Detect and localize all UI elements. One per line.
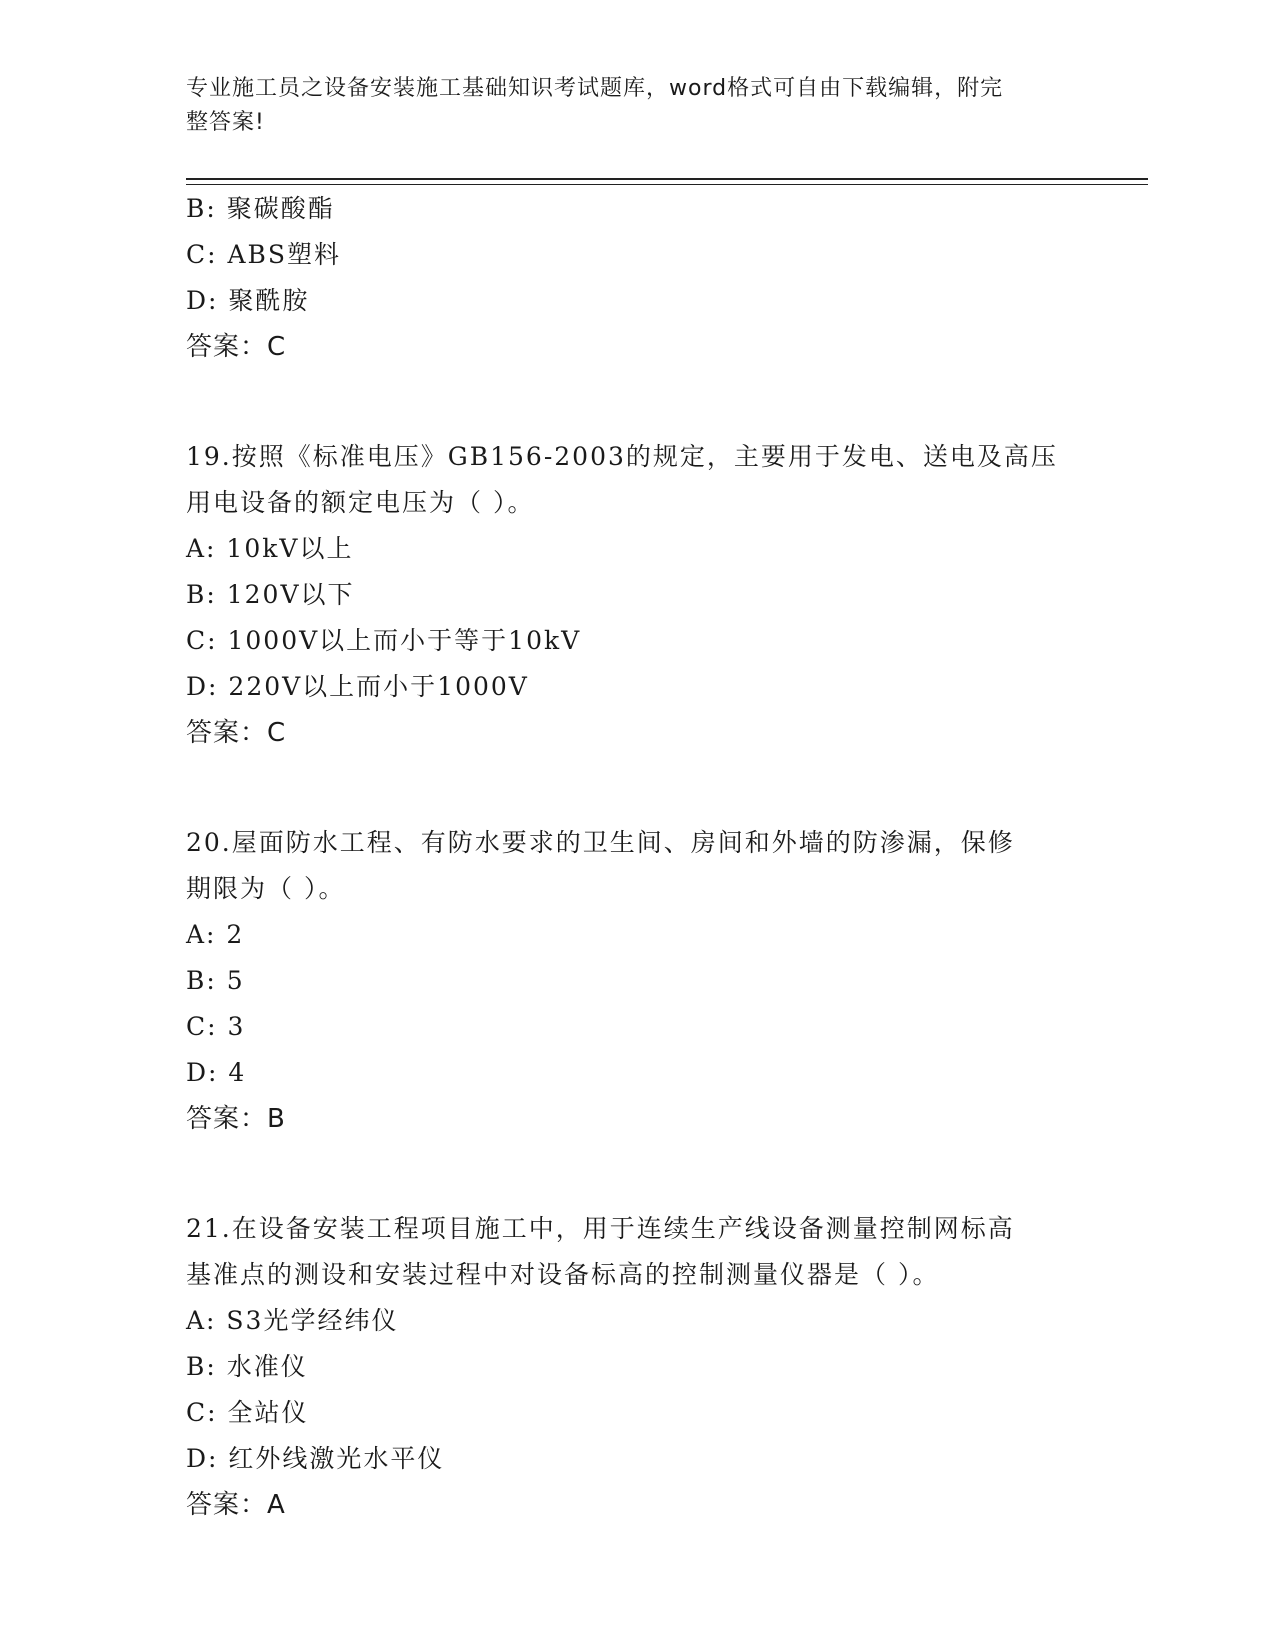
option-b: B: 5	[186, 966, 245, 995]
spacer	[186, 1142, 1086, 1206]
option-d: D: 220V以上而小于1000V	[186, 672, 529, 701]
question-21	[186, 1206, 1086, 1528]
answer-line: 答案：C	[186, 332, 287, 362]
answer-line: 答案：A	[186, 1490, 286, 1520]
page-header	[186, 72, 1066, 140]
question-list	[186, 186, 1086, 1528]
answer-line: 答案：C	[186, 718, 287, 748]
spacer	[186, 370, 1086, 434]
question-19	[186, 434, 1086, 756]
header-line-1: 专业施工员之设备安装施工基础知识考试题库，word格式可自由下载编辑，附完	[186, 76, 1004, 101]
answer-line: 答案：B	[186, 1104, 286, 1134]
question-text-line: 基准点的测设和安装过程中对设备标高的控制测量仪器是（ ）。	[186, 1260, 940, 1289]
option-c: C: 3	[186, 1012, 246, 1041]
option-a: A: 10kV以上	[186, 534, 354, 563]
option-d: D: 4	[186, 1058, 247, 1087]
question-text-line: 期限为（ ）。	[186, 874, 346, 903]
header-divider-thin	[186, 184, 1148, 185]
question-20	[186, 820, 1086, 1142]
option-d: D: 聚酰胺	[186, 286, 310, 315]
option-b: B: 120V以下	[186, 580, 355, 609]
spacer	[186, 756, 1086, 820]
option-c: C: 1000V以上而小于等于10kV	[186, 626, 582, 655]
option-a: A: 2	[186, 920, 245, 949]
question-text-line: 20.屋面防水工程、有防水要求的卫生间、房间和外墙的防渗漏，保修	[186, 828, 1015, 857]
header-line-2: 整答案!	[186, 110, 265, 135]
option-a: A: S3光学经纬仪	[186, 1306, 399, 1335]
option-c: C: ABS塑料	[186, 240, 342, 269]
option-b: B: 聚碳酸酯	[186, 194, 335, 223]
option-d: D: 红外线激光水平仪	[186, 1444, 445, 1473]
question-text-line: 用电设备的额定电压为（ ）。	[186, 488, 535, 517]
question-text-line: 19.按照《标准电压》GB156-2003的规定，主要用于发电、送电及高压	[186, 442, 1058, 471]
question-18-continued	[186, 186, 1086, 370]
option-c: C: 全站仪	[186, 1398, 309, 1427]
option-b: B: 水准仪	[186, 1352, 308, 1381]
header-divider-thick	[186, 178, 1148, 180]
question-text-line: 21.在设备安装工程项目施工中，用于连续生产线设备测量控制网标高	[186, 1214, 1015, 1243]
